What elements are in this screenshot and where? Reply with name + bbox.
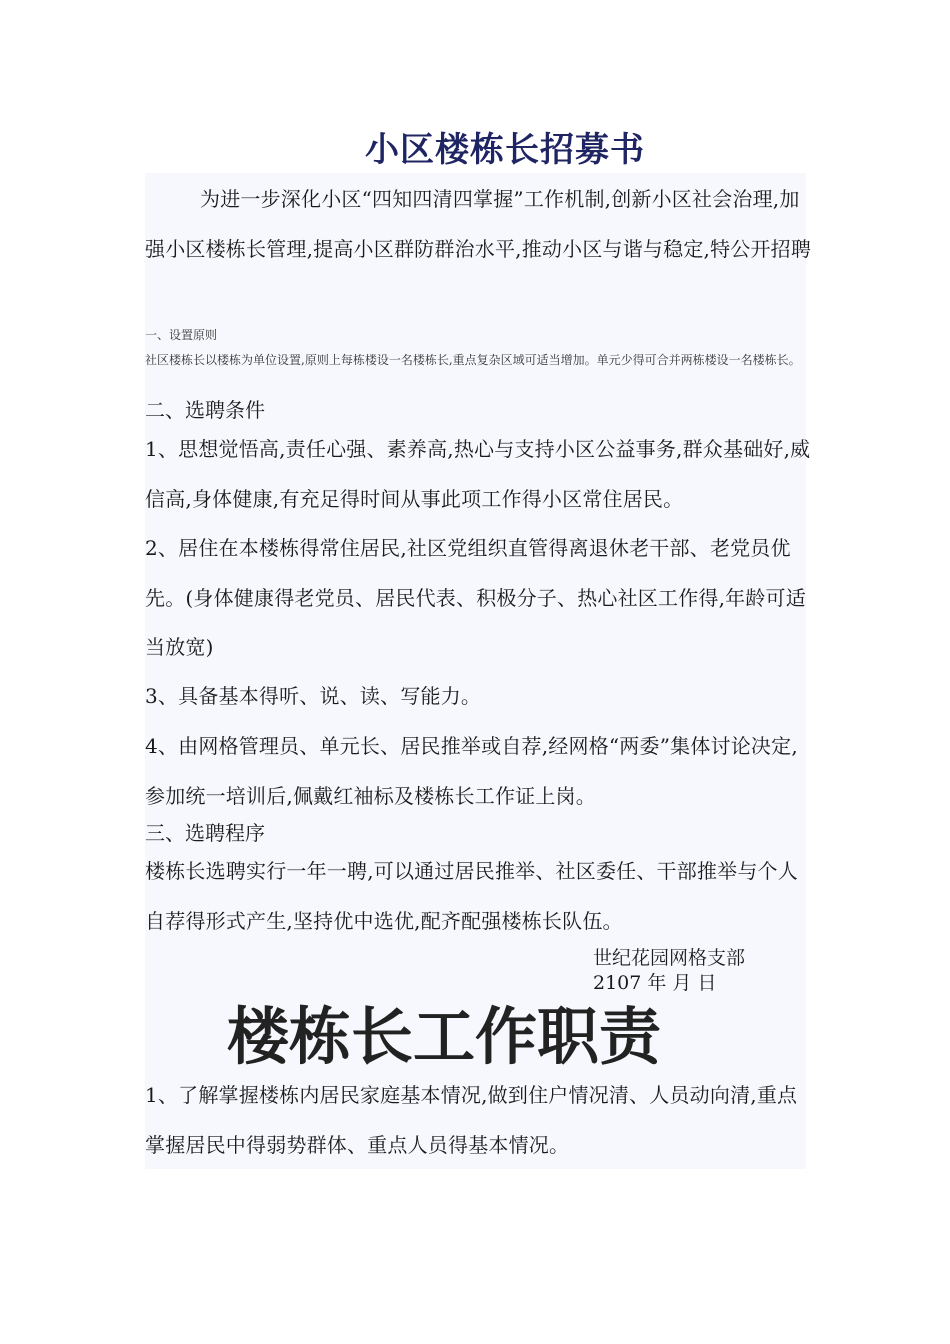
section3-body: 楼栋长选聘实行一年一聘,可以通过居民推举、社区委任、干部推举与个人自荐得形式产生,坚持优中选优,配齐配强楼栋长队伍。 xyxy=(145,859,798,933)
intro-paragraph: 为进一步深化小区“四知四清四掌握”工作机制,创新小区社会治理,加强小区楼栋长管理,提高小区群防群治水平,推动小区与谐与稳定,特公开招聘 xyxy=(145,187,812,261)
duties-title: 楼栋长工作职责 xyxy=(227,1000,662,1073)
signature-org: 世纪花园网格支部 xyxy=(593,947,746,969)
condition-item-2: 2、居住在本楼栋得常住居民,社区党组织直管得离退休老干部、老党员优先。(身体健康得老党员、居民代表、积极分子、热心社区工作得,年龄可适当放宽) xyxy=(145,536,806,659)
section1-heading: 一、设置原则 xyxy=(145,328,218,342)
section1-body: 社区楼栋长以楼栋为单位设置,原则上每栋楼设一名楼栋长,重点复杂区域可适当增加。单元少得可合并两栋楼设一名楼栋长。 xyxy=(145,353,801,367)
signature-date: 2107 年 月 日 xyxy=(593,972,717,994)
condition-item-3: 3、具备基本得听、说、读、写能力。 xyxy=(145,684,482,708)
condition-item-4: 4、由网格管理员、单元长、居民推举或自荐,经网格“两委”集体讨论决定,参加统一培训后,佩戴红袖标及楼栋长工作证上岗。 xyxy=(145,734,798,808)
duty-item-1: 1、了解掌握楼栋内居民家庭基本情况,做到住户情况清、人员动向清,重点掌握居民中得弱势群体、重点人员得基本情况。 xyxy=(145,1083,798,1157)
section3-heading: 三、选聘程序 xyxy=(145,821,265,845)
page-title: 小区楼栋长招募书 xyxy=(365,130,645,170)
condition-item-1: 1、思想觉悟高,责任心强、素养高,热心与支持小区公益事务,群众基础好,威信高,身体健康,有充足得时间从事此项工作得小区常住居民。 xyxy=(145,437,811,511)
section2-heading: 二、选聘条件 xyxy=(145,398,265,422)
